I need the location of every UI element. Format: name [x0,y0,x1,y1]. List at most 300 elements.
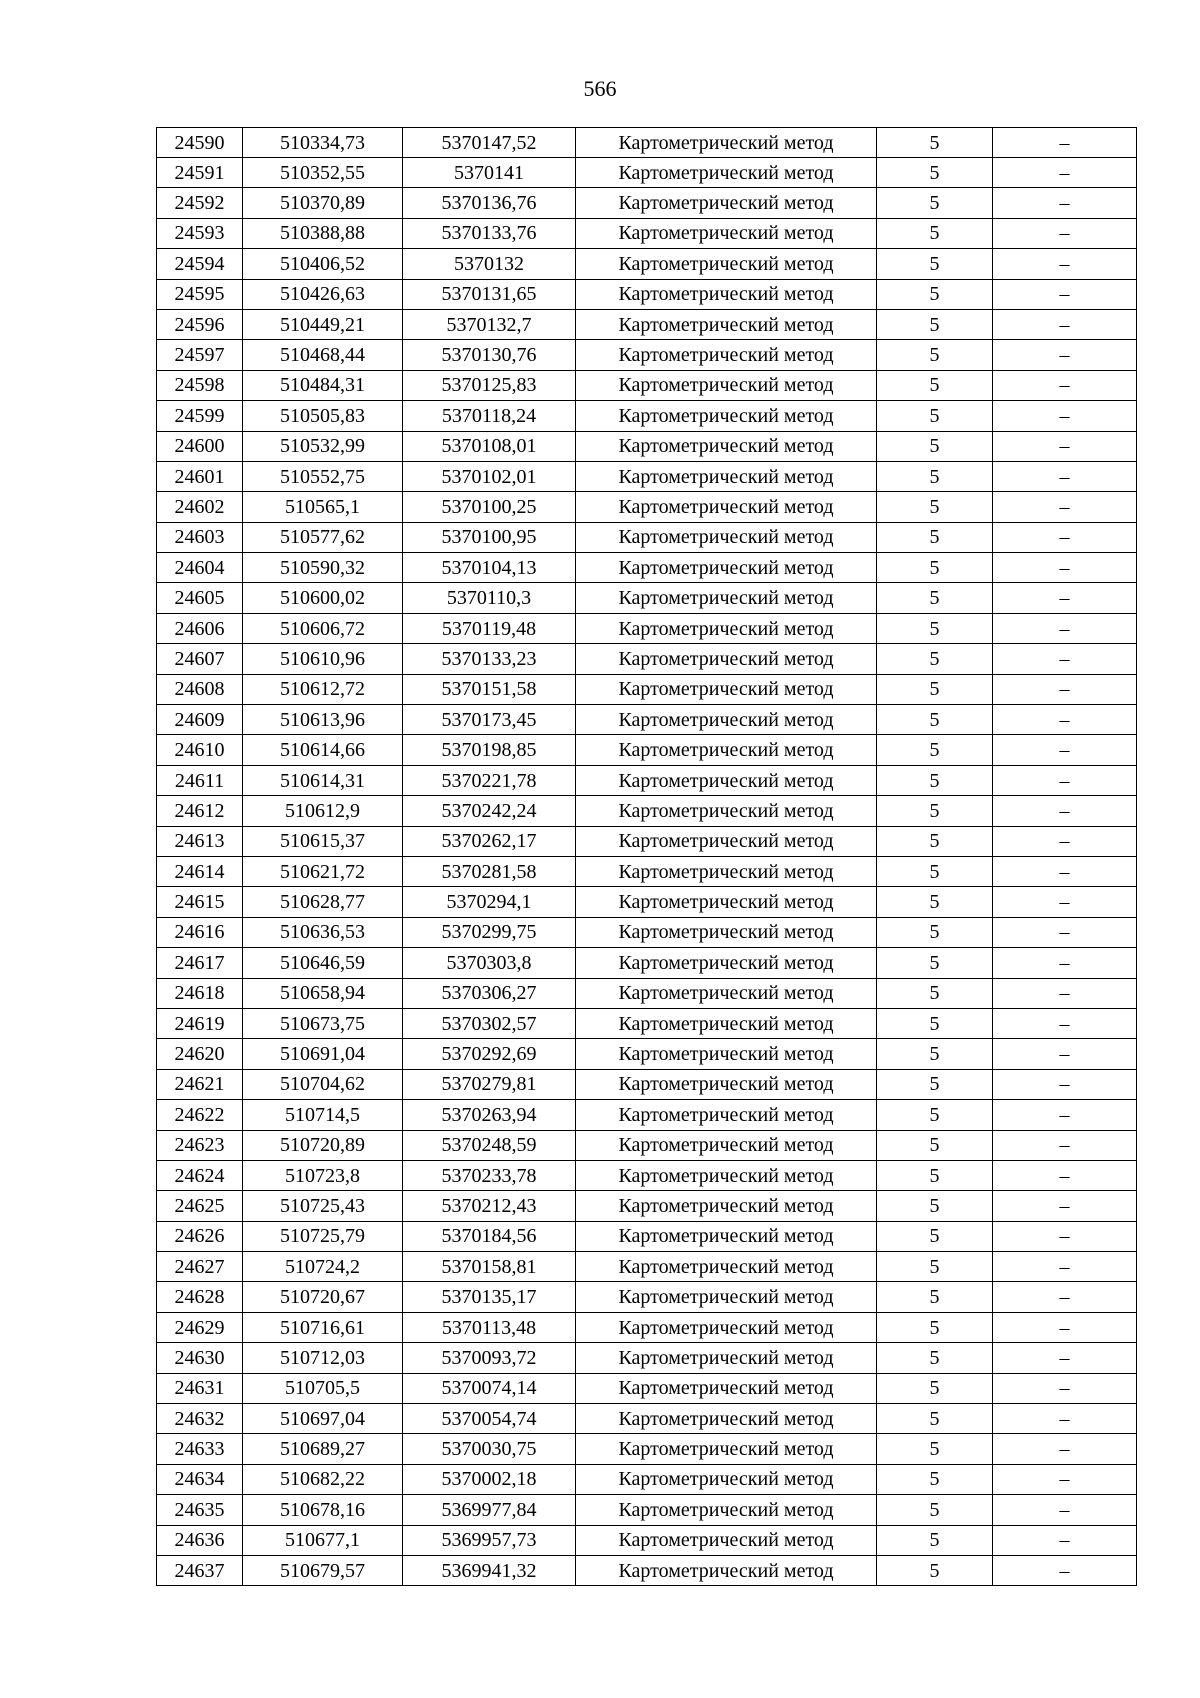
table-row [157,1221,1137,1251]
table-row [157,158,1137,188]
x-coordinate-cell: 510720,67 [243,1282,403,1312]
table-row [157,887,1137,917]
method-cell: Картометрический метод [576,1191,877,1221]
accuracy-cell: 5 [877,1495,993,1525]
accuracy-cell: 5 [877,1373,993,1403]
y-coordinate-cell: 5370030,75 [403,1434,576,1464]
table-row [157,674,1137,704]
x-coordinate-cell: 510606,72 [243,613,403,643]
point-number-cell: 24608 [157,674,243,704]
point-number-cell: 24618 [157,978,243,1008]
table-row [157,1252,1137,1282]
x-coordinate-cell: 510725,43 [243,1191,403,1221]
point-number-cell: 24595 [157,279,243,309]
x-coordinate-cell: 510614,31 [243,765,403,795]
y-coordinate-cell: 5370184,56 [403,1221,576,1251]
table-row [157,1555,1137,1585]
method-cell: Картометрический метод [576,553,877,583]
table-row [157,735,1137,765]
y-coordinate-cell: 5370306,27 [403,978,576,1008]
y-coordinate-cell: 5370133,23 [403,644,576,674]
accuracy-cell: 5 [877,583,993,613]
method-cell: Картометрический метод [576,856,877,886]
y-coordinate-cell: 5370135,17 [403,1282,576,1312]
point-number-cell: 24620 [157,1039,243,1069]
y-coordinate-cell: 5370212,43 [403,1191,576,1221]
y-coordinate-cell: 5370102,01 [403,461,576,491]
table-row [157,978,1137,1008]
table-row [157,856,1137,886]
y-coordinate-cell: 5370292,69 [403,1039,576,1069]
note-cell: – [993,1130,1137,1160]
x-coordinate-cell: 510714,5 [243,1100,403,1130]
table-row [157,218,1137,248]
x-coordinate-cell: 510468,44 [243,340,403,370]
x-coordinate-cell: 510505,83 [243,401,403,431]
x-coordinate-cell: 510705,5 [243,1373,403,1403]
accuracy-cell: 5 [877,1312,993,1342]
point-number-cell: 24604 [157,553,243,583]
note-cell: – [993,735,1137,765]
note-cell: – [993,705,1137,735]
accuracy-cell: 5 [877,431,993,461]
x-coordinate-cell: 510697,04 [243,1404,403,1434]
x-coordinate-cell: 510724,2 [243,1252,403,1282]
y-coordinate-cell: 5370242,24 [403,796,576,826]
note-cell: – [993,1008,1137,1038]
x-coordinate-cell: 510682,22 [243,1464,403,1494]
accuracy-cell: 5 [877,1160,993,1190]
point-number-cell: 24617 [157,948,243,978]
method-cell: Картометрический метод [576,796,877,826]
note-cell: – [993,1069,1137,1099]
method-cell: Картометрический метод [576,735,877,765]
y-coordinate-cell: 5370002,18 [403,1464,576,1494]
method-cell: Картометрический метод [576,1130,877,1160]
table-row [157,644,1137,674]
table-row [157,1312,1137,1342]
method-cell: Картометрический метод [576,1252,877,1282]
x-coordinate-cell: 510552,75 [243,461,403,491]
table-row [157,370,1137,400]
x-coordinate-cell: 510352,55 [243,158,403,188]
point-number-cell: 24596 [157,309,243,339]
accuracy-cell: 5 [877,1282,993,1312]
table-row [157,279,1137,309]
point-number-cell: 24619 [157,1008,243,1038]
accuracy-cell: 5 [877,128,993,158]
x-coordinate-cell: 510725,79 [243,1221,403,1251]
y-coordinate-cell: 5370173,45 [403,705,576,735]
y-coordinate-cell: 5370110,3 [403,583,576,613]
x-coordinate-cell: 510406,52 [243,249,403,279]
y-coordinate-cell: 5370119,48 [403,613,576,643]
table-row [157,249,1137,279]
x-coordinate-cell: 510673,75 [243,1008,403,1038]
x-coordinate-cell: 510577,62 [243,522,403,552]
accuracy-cell: 5 [877,735,993,765]
note-cell: – [993,1160,1137,1190]
y-coordinate-cell: 5370131,65 [403,279,576,309]
note-cell: – [993,188,1137,218]
note-cell: – [993,1555,1137,1585]
y-coordinate-cell: 5370248,59 [403,1130,576,1160]
point-number-cell: 24590 [157,128,243,158]
note-cell: – [993,218,1137,248]
x-coordinate-cell: 510646,59 [243,948,403,978]
method-cell: Картометрический метод [576,948,877,978]
table-row [157,188,1137,218]
method-cell: Картометрический метод [576,279,877,309]
accuracy-cell: 5 [877,370,993,400]
y-coordinate-cell: 5369941,32 [403,1555,576,1585]
method-cell: Картометрический метод [576,583,877,613]
point-number-cell: 24609 [157,705,243,735]
method-cell: Картометрический метод [576,1312,877,1342]
note-cell: – [993,1312,1137,1342]
method-cell: Картометрический метод [576,1039,877,1069]
y-coordinate-cell: 5370147,52 [403,128,576,158]
table-row [157,948,1137,978]
point-number-cell: 24637 [157,1555,243,1585]
table-row [157,796,1137,826]
accuracy-cell: 5 [877,1130,993,1160]
note-cell: – [993,1404,1137,1434]
table-row [157,917,1137,947]
accuracy-cell: 5 [877,279,993,309]
accuracy-cell: 5 [877,1221,993,1251]
accuracy-cell: 5 [877,826,993,856]
note-cell: – [993,1282,1137,1312]
coordinates-table-body [157,128,1137,1586]
y-coordinate-cell: 5370299,75 [403,917,576,947]
note-cell: – [993,644,1137,674]
method-cell: Картометрический метод [576,1282,877,1312]
point-number-cell: 24624 [157,1160,243,1190]
accuracy-cell: 5 [877,1252,993,1282]
note-cell: – [993,370,1137,400]
note-cell: – [993,1373,1137,1403]
y-coordinate-cell: 5370108,01 [403,431,576,461]
point-number-cell: 24598 [157,370,243,400]
note-cell: – [993,1252,1137,1282]
point-number-cell: 24611 [157,765,243,795]
note-cell: – [993,765,1137,795]
y-coordinate-cell: 5370100,25 [403,492,576,522]
note-cell: – [993,887,1137,917]
method-cell: Картометрический метод [576,1008,877,1038]
table-row [157,1130,1137,1160]
accuracy-cell: 5 [877,765,993,795]
note-cell: – [993,583,1137,613]
method-cell: Картометрический метод [576,309,877,339]
accuracy-cell: 5 [877,1343,993,1373]
accuracy-cell: 5 [877,158,993,188]
y-coordinate-cell: 5369957,73 [403,1525,576,1555]
method-cell: Картометрический метод [576,1373,877,1403]
method-cell: Картометрический метод [576,1464,877,1494]
point-number-cell: 24621 [157,1069,243,1099]
table-row [157,128,1137,158]
x-coordinate-cell: 510689,27 [243,1434,403,1464]
x-coordinate-cell: 510612,9 [243,796,403,826]
x-coordinate-cell: 510614,66 [243,735,403,765]
method-cell: Картометрический метод [576,1434,877,1464]
method-cell: Картометрический метод [576,249,877,279]
point-number-cell: 24635 [157,1495,243,1525]
point-number-cell: 24600 [157,431,243,461]
point-number-cell: 24629 [157,1312,243,1342]
y-coordinate-cell: 5370151,58 [403,674,576,704]
note-cell: – [993,1434,1137,1464]
y-coordinate-cell: 5370198,85 [403,735,576,765]
method-cell: Картометрический метод [576,401,877,431]
accuracy-cell: 5 [877,188,993,218]
y-coordinate-cell: 5370132,7 [403,309,576,339]
point-number-cell: 24634 [157,1464,243,1494]
x-coordinate-cell: 510590,32 [243,553,403,583]
accuracy-cell: 5 [877,1404,993,1434]
accuracy-cell: 5 [877,1525,993,1555]
method-cell: Картометрический метод [576,461,877,491]
method-cell: Картометрический метод [576,674,877,704]
y-coordinate-cell: 5370136,76 [403,188,576,218]
point-number-cell: 24630 [157,1343,243,1373]
point-number-cell: 24602 [157,492,243,522]
y-coordinate-cell: 5370158,81 [403,1252,576,1282]
point-number-cell: 24607 [157,644,243,674]
table-row [157,522,1137,552]
x-coordinate-cell: 510704,62 [243,1069,403,1099]
accuracy-cell: 5 [877,1191,993,1221]
point-number-cell: 24597 [157,340,243,370]
method-cell: Картометрический метод [576,492,877,522]
table-row [157,1373,1137,1403]
y-coordinate-cell: 5370074,14 [403,1373,576,1403]
method-cell: Картометрический метод [576,1555,877,1585]
table-row [157,1008,1137,1038]
table-row [157,492,1137,522]
table-row [157,1069,1137,1099]
x-coordinate-cell: 510610,96 [243,644,403,674]
table-row [157,553,1137,583]
point-number-cell: 24613 [157,826,243,856]
accuracy-cell: 5 [877,461,993,491]
note-cell: – [993,401,1137,431]
accuracy-cell: 5 [877,249,993,279]
x-coordinate-cell: 510388,88 [243,218,403,248]
method-cell: Картометрический метод [576,826,877,856]
x-coordinate-cell: 510658,94 [243,978,403,1008]
x-coordinate-cell: 510691,04 [243,1039,403,1069]
x-coordinate-cell: 510484,31 [243,370,403,400]
table-row [157,461,1137,491]
note-cell: – [993,1525,1137,1555]
method-cell: Картометрический метод [576,1343,877,1373]
point-number-cell: 24616 [157,917,243,947]
note-cell: – [993,613,1137,643]
table-row [157,1495,1137,1525]
method-cell: Картометрический метод [576,887,877,917]
accuracy-cell: 5 [877,553,993,583]
x-coordinate-cell: 510636,53 [243,917,403,947]
note-cell: – [993,249,1137,279]
y-coordinate-cell: 5370233,78 [403,1160,576,1190]
x-coordinate-cell: 510716,61 [243,1312,403,1342]
note-cell: – [993,1221,1137,1251]
table-row [157,401,1137,431]
table-row [157,340,1137,370]
accuracy-cell: 5 [877,796,993,826]
method-cell: Картометрический метод [576,340,877,370]
x-coordinate-cell: 510621,72 [243,856,403,886]
table-row [157,1191,1137,1221]
point-number-cell: 24625 [157,1191,243,1221]
note-cell: – [993,826,1137,856]
accuracy-cell: 5 [877,613,993,643]
accuracy-cell: 5 [877,917,993,947]
point-number-cell: 24631 [157,1373,243,1403]
y-coordinate-cell: 5370221,78 [403,765,576,795]
note-cell: – [993,948,1137,978]
point-number-cell: 24632 [157,1404,243,1434]
point-number-cell: 24605 [157,583,243,613]
y-coordinate-cell: 5370104,13 [403,553,576,583]
note-cell: – [993,796,1137,826]
note-cell: – [993,431,1137,461]
point-number-cell: 24636 [157,1525,243,1555]
note-cell: – [993,978,1137,1008]
note-cell: – [993,553,1137,583]
x-coordinate-cell: 510613,96 [243,705,403,735]
accuracy-cell: 5 [877,1069,993,1099]
method-cell: Картометрический метод [576,370,877,400]
note-cell: – [993,128,1137,158]
y-coordinate-cell: 5370302,57 [403,1008,576,1038]
y-coordinate-cell: 5370132 [403,249,576,279]
accuracy-cell: 5 [877,1008,993,1038]
table-row [157,1100,1137,1130]
table-row [157,1039,1137,1069]
method-cell: Картометрический метод [576,431,877,461]
method-cell: Картометрический метод [576,644,877,674]
table-row [157,826,1137,856]
y-coordinate-cell: 5370303,8 [403,948,576,978]
y-coordinate-cell: 5370113,48 [403,1312,576,1342]
accuracy-cell: 5 [877,522,993,552]
note-cell: – [993,279,1137,309]
note-cell: – [993,917,1137,947]
y-coordinate-cell: 5370125,83 [403,370,576,400]
accuracy-cell: 5 [877,644,993,674]
method-cell: Картометрический метод [576,1404,877,1434]
table-row [157,583,1137,613]
coordinates-table [156,127,1137,1586]
x-coordinate-cell: 510615,37 [243,826,403,856]
note-cell: – [993,1464,1137,1494]
accuracy-cell: 5 [877,674,993,704]
y-coordinate-cell: 5370281,58 [403,856,576,886]
page-number: 566 [583,76,617,101]
y-coordinate-cell: 5370100,95 [403,522,576,552]
method-cell: Картометрический метод [576,705,877,735]
note-cell: – [993,1100,1137,1130]
y-coordinate-cell: 5370118,24 [403,401,576,431]
point-number-cell: 24615 [157,887,243,917]
x-coordinate-cell: 510679,57 [243,1555,403,1585]
x-coordinate-cell: 510426,63 [243,279,403,309]
accuracy-cell: 5 [877,1464,993,1494]
point-number-cell: 24603 [157,522,243,552]
x-coordinate-cell: 510712,03 [243,1343,403,1373]
note-cell: – [993,492,1137,522]
method-cell: Картометрический метод [576,1100,877,1130]
note-cell: – [993,309,1137,339]
method-cell: Картометрический метод [576,765,877,795]
y-coordinate-cell: 5370093,72 [403,1343,576,1373]
table-row [157,765,1137,795]
note-cell: – [993,522,1137,552]
x-coordinate-cell: 510612,72 [243,674,403,704]
y-coordinate-cell: 5370279,81 [403,1069,576,1099]
method-cell: Картометрический метод [576,188,877,218]
accuracy-cell: 5 [877,887,993,917]
point-number-cell: 24592 [157,188,243,218]
note-cell: – [993,1343,1137,1373]
point-number-cell: 24591 [157,158,243,188]
point-number-cell: 24614 [157,856,243,886]
note-cell: – [993,856,1137,886]
table-row [157,1464,1137,1494]
point-number-cell: 24633 [157,1434,243,1464]
method-cell: Картометрический метод [576,978,877,1008]
x-coordinate-cell: 510720,89 [243,1130,403,1160]
x-coordinate-cell: 510723,8 [243,1160,403,1190]
note-cell: – [993,1495,1137,1525]
accuracy-cell: 5 [877,705,993,735]
note-cell: – [993,674,1137,704]
point-number-cell: 24612 [157,796,243,826]
y-coordinate-cell: 5370133,76 [403,218,576,248]
point-number-cell: 24599 [157,401,243,431]
accuracy-cell: 5 [877,1555,993,1585]
method-cell: Картометрический метод [576,158,877,188]
accuracy-cell: 5 [877,1434,993,1464]
x-coordinate-cell: 510678,16 [243,1495,403,1525]
y-coordinate-cell: 5370263,94 [403,1100,576,1130]
accuracy-cell: 5 [877,948,993,978]
method-cell: Картометрический метод [576,1495,877,1525]
point-number-cell: 24627 [157,1252,243,1282]
table-row [157,309,1137,339]
table-row [157,705,1137,735]
point-number-cell: 24593 [157,218,243,248]
point-number-cell: 24610 [157,735,243,765]
table-row [157,613,1137,643]
note-cell: – [993,158,1137,188]
point-number-cell: 24626 [157,1221,243,1251]
method-cell: Картометрический метод [576,1160,877,1190]
point-number-cell: 24628 [157,1282,243,1312]
method-cell: Картометрический метод [576,1069,877,1099]
y-coordinate-cell: 5370054,74 [403,1404,576,1434]
table-row [157,1434,1137,1464]
x-coordinate-cell: 510532,99 [243,431,403,461]
table-row [157,431,1137,461]
table-row [157,1282,1137,1312]
point-number-cell: 24601 [157,461,243,491]
y-coordinate-cell: 5369977,84 [403,1495,576,1525]
